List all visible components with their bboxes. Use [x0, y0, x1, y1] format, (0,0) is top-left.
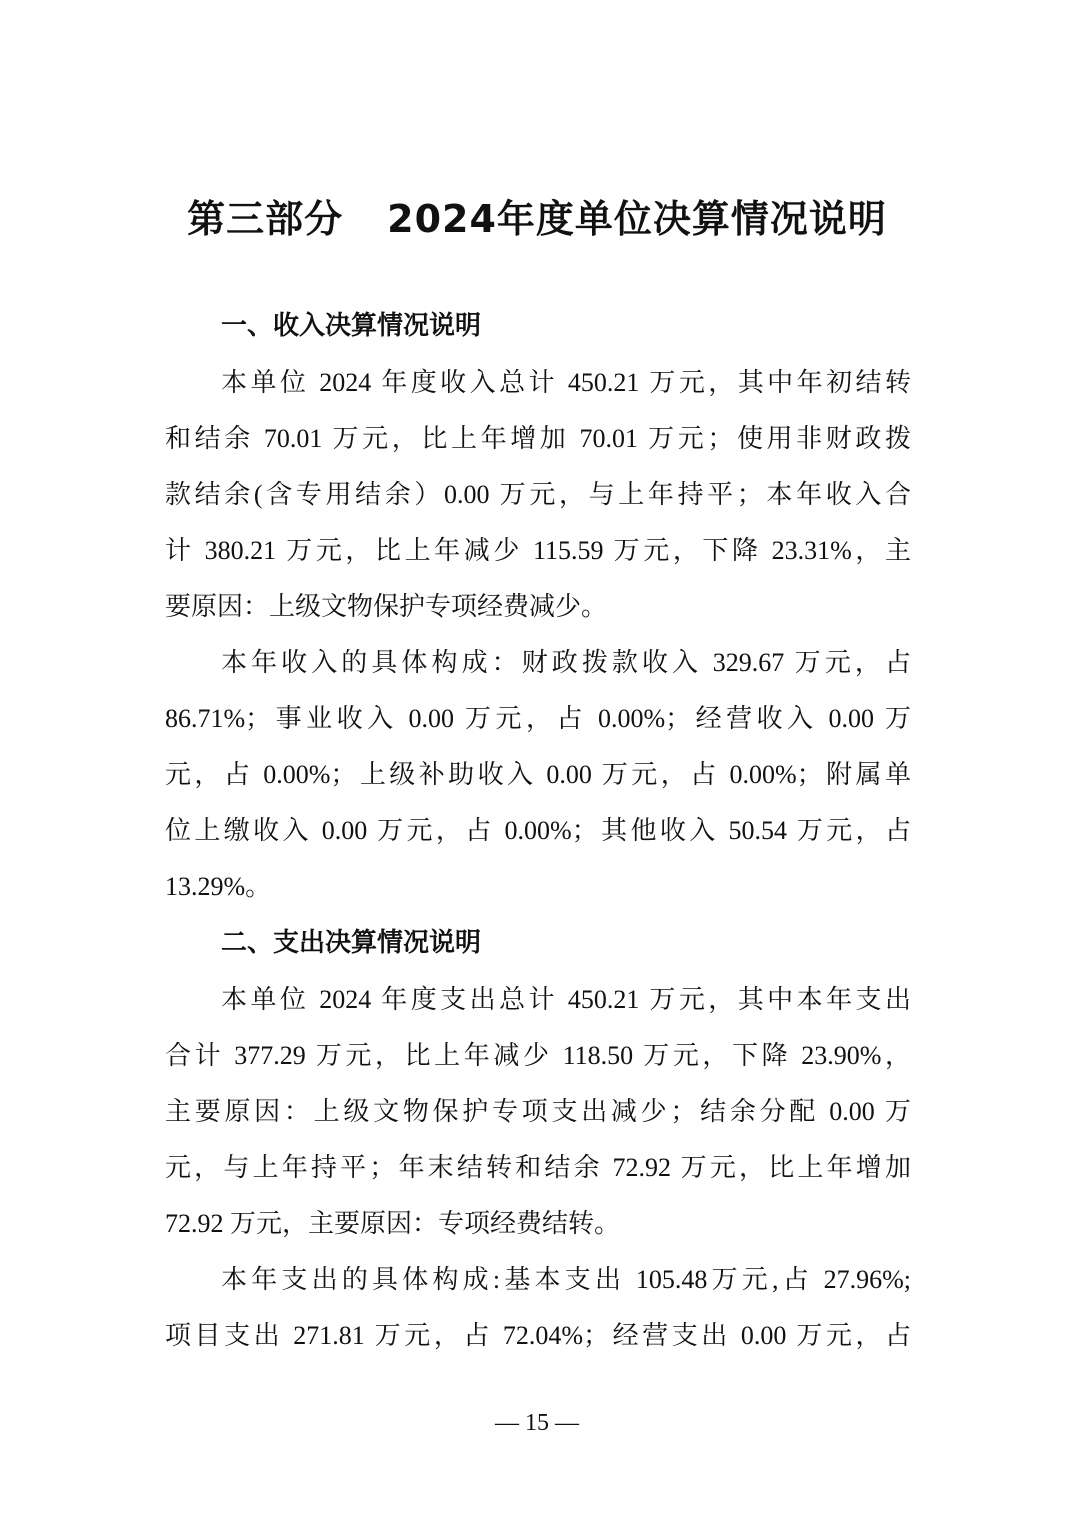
text-line: 计 380.21 万元，比上年减少 115.59 万元，下降 23.31%，主 [165, 536, 911, 565]
text-line: 项目支出 271.81 万元，占 72.04%；经营支出 0.00 万元，占 [165, 1321, 911, 1350]
text-line: 主要原因：上级文物保护专项支出减少；结余分配 0.00 万 [165, 1097, 911, 1126]
text-line: 86.71%；事业收入 0.00 万元，占 0.00%；经营收入 0.00 万 [165, 704, 911, 733]
text-line: 要原因：上级文物保护专项经费减少。 [165, 592, 608, 621]
paragraph [165, 1252, 911, 1364]
text-line: 和结余 70.01 万元，比上年增加 70.01 万元；使用非财政拨 [165, 424, 911, 453]
text-line: 本年支出的具体构成:基本支出 105.48万元,占 27.96%; [221, 1265, 911, 1294]
text-line: 本年收入的具体构成：财政拨款收入 329.67 万元，占 [221, 648, 911, 677]
text-line: 元，与上年持平；年末结转和结余 72.92 万元，比上年增加 [165, 1153, 911, 1182]
paragraph [165, 355, 911, 635]
page-title [0, 188, 1074, 243]
text-line: 13.29%。 [165, 872, 272, 901]
title-part: 第三部分 [187, 197, 344, 241]
paragraph [165, 972, 911, 1252]
document-body [165, 298, 911, 1364]
text-line: 本单位 2024 年度收入总计 450.21 万元，其中年初结转 [221, 368, 911, 397]
section-heading: 一、收入决算情况说明 [221, 311, 482, 341]
page-number: — 15 — [495, 1410, 579, 1436]
text-line: 合计 377.29 万元，比上年减少 118.50 万元，下降 23.90%， [165, 1041, 911, 1070]
text-line: 元，占 0.00%；上级补助收入 0.00 万元，占 0.00%；附属单 [165, 760, 911, 789]
title-text: 2024年度单位决算情况说明 [387, 197, 887, 241]
text-line: 位上缴收入 0.00 万元，占 0.00%；其他收入 50.54 万元，占 [165, 816, 911, 845]
text-line: 本单位 2024 年度支出总计 450.21 万元，其中本年支出 [221, 985, 911, 1014]
paragraph [165, 635, 911, 915]
text-line: 款结余(含专用结余）0.00 万元，与上年持平；本年收入合 [165, 480, 911, 509]
text-line: 72.92 万元，主要原因：专项经费结转。 [165, 1209, 621, 1238]
section-heading: 二、支出决算情况说明 [221, 928, 482, 958]
